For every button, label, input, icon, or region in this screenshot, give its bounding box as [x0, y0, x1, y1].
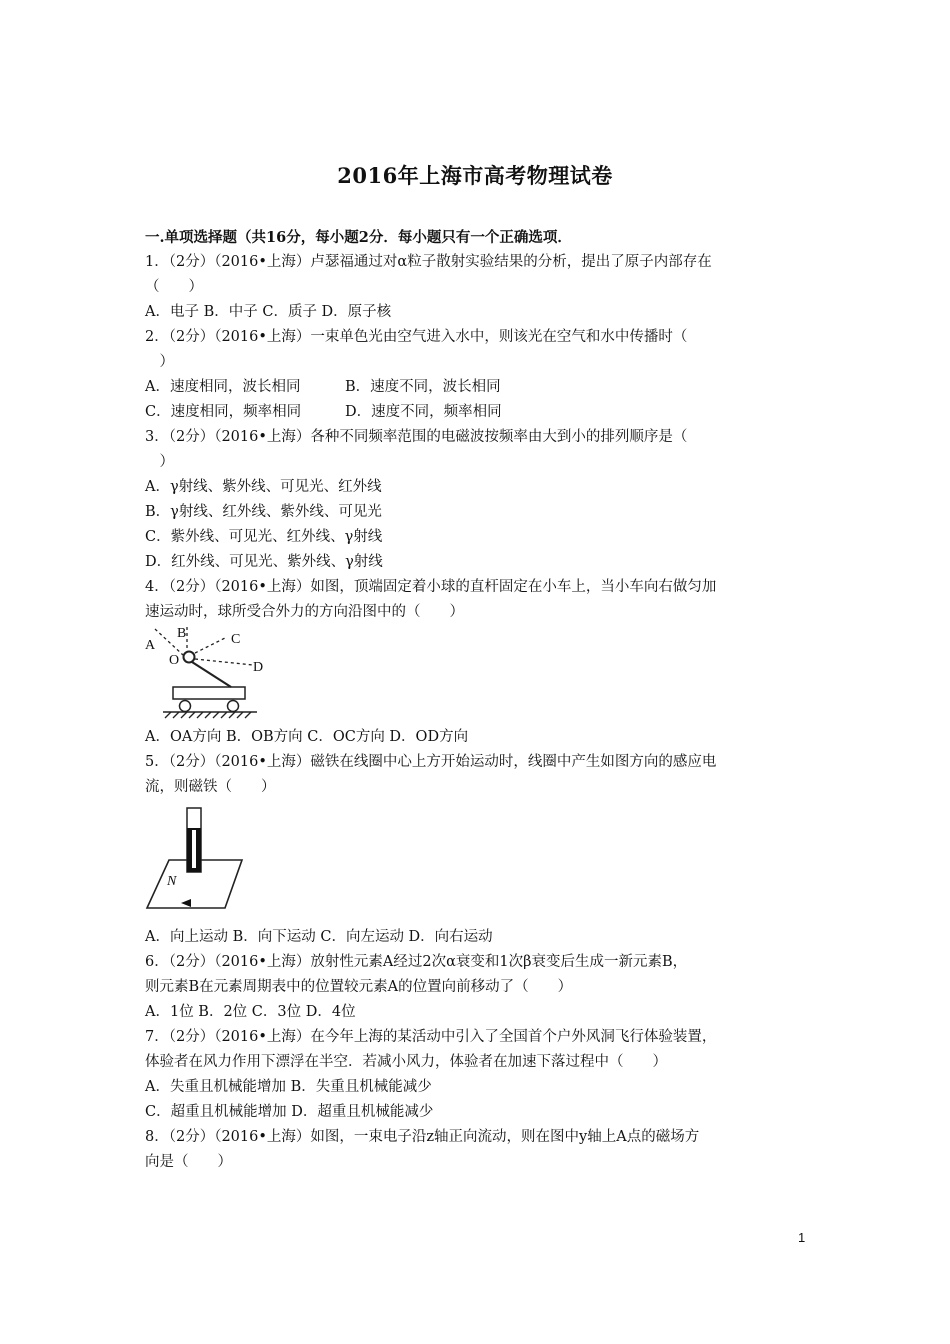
q2-option-d: D．速度不同，频率相同: [345, 404, 502, 420]
q8-stem-line1: 8．（2分）（2016•上海）如图，一束电子沿z轴正向流动，则在图中y轴上A点的磁场方: [145, 1129, 700, 1145]
q4-label-b: B: [177, 626, 187, 641]
q5-stem-line2: 流，则磁铁（ ）: [145, 779, 276, 795]
q2-stem-line1: 2．（2分）（2016•上海）一束单色光由空气进入水中，则该光在空气和水中传播时（: [145, 329, 688, 345]
q4-label-a: A: [145, 638, 156, 653]
q7-stem-line1: 7．（2分）（2016•上海）在今年上海的某活动中引入了全国首个户外风洞飞行体验装置，: [145, 1029, 717, 1045]
q5-stem-line1: 5．（2分）（2016•上海）磁铁在线圈中心上方开始运动时，线圈中产生如图方向的感应电: [145, 754, 717, 770]
q1-options: A．电子 B．中子 C．质子 D．原子核: [145, 304, 392, 320]
q7-options-row2: C．超重且机械能增加 D．超重且机械能减少: [145, 1104, 434, 1120]
q3-option-a: A．γ射线、紫外线、可见光、红外线: [145, 479, 382, 495]
q4-stem-line2: 速运动时，球所受合外力的方向沿图中的（ ）: [145, 604, 464, 620]
section-heading: 一.单项选择题（共16分，每小题2分．每小题只有一个正确选项．: [145, 229, 572, 246]
q2-options-row2: [145, 400, 815, 425]
q3-option-b: B．γ射线、红外线、紫外线、可见光: [145, 504, 382, 520]
q4-cart-figure: [145, 625, 270, 725]
q5-magnet-coil-figure: [145, 800, 245, 925]
q2-option-b: B．速度不同，波长相同: [345, 379, 501, 395]
q4-label-d: D: [253, 660, 264, 675]
q6-stem-line2: 则元素B在元素周期表中的位置较元素A的位置向前移动了（ ）: [145, 979, 573, 995]
q3-stem-line2: ）: [145, 454, 174, 470]
q3-stem-line1: 3．（2分）（2016•上海）各种不同频率范围的电磁波按频率由大到小的排列顺序是（: [145, 429, 688, 445]
q3-option-c: C．紫外线、可见光、红外线、γ射线: [145, 529, 383, 545]
q4-label-o: O: [169, 653, 180, 668]
q4-label-c: C: [231, 632, 241, 647]
q3-option-d: D．红外线、可见光、紫外线、γ射线: [145, 554, 383, 570]
q6-options: A．1位 B．2位 C．3位 D．4位: [145, 1004, 356, 1020]
q2-options-row1: [145, 375, 815, 400]
q7-options-row1: A．失重且机械能增加 B．失重且机械能减少: [145, 1079, 432, 1095]
q5-options: A．向上运动 B．向下运动 C．向左运动 D．向右运动: [145, 929, 493, 945]
exam-body: [145, 225, 815, 1175]
q2-stem-line2: ）: [145, 354, 174, 370]
page-title: 2016年上海市高考物理试卷: [337, 163, 613, 188]
q1-stem-line1: 1．（2分）（2016•上海）卢瑟福通过对α粒子散射实验结果的分析，提出了原子内部存在: [145, 254, 712, 270]
q8-stem-line2: 向是（ ）: [145, 1154, 232, 1170]
page-number: 1: [798, 1230, 806, 1245]
q2-option-c: C．速度相同，频率相同: [145, 404, 302, 420]
q4-options: A．OA方向 B．OB方向 C．OC方向 D．OD方向: [145, 729, 469, 745]
q1-stem-line2: （ ）: [145, 279, 203, 295]
q5-label-n: N: [167, 874, 177, 889]
q6-stem-line1: 6．（2分）（2016•上海）放射性元素A经过2次α衰变和1次β衰变后生成一新元素B，: [145, 954, 688, 970]
q2-option-a: A．速度相同，波长相同: [145, 379, 301, 395]
q4-stem-line1: 4．（2分）（2016•上海）如图，顶端固定着小球的直杆固定在小车上，当小车向右做匀加: [145, 579, 717, 595]
q7-stem-line2: 体验者在风力作用下漂浮在半空．若减小风力，体验者在加速下落过程中（ ）: [145, 1054, 667, 1070]
